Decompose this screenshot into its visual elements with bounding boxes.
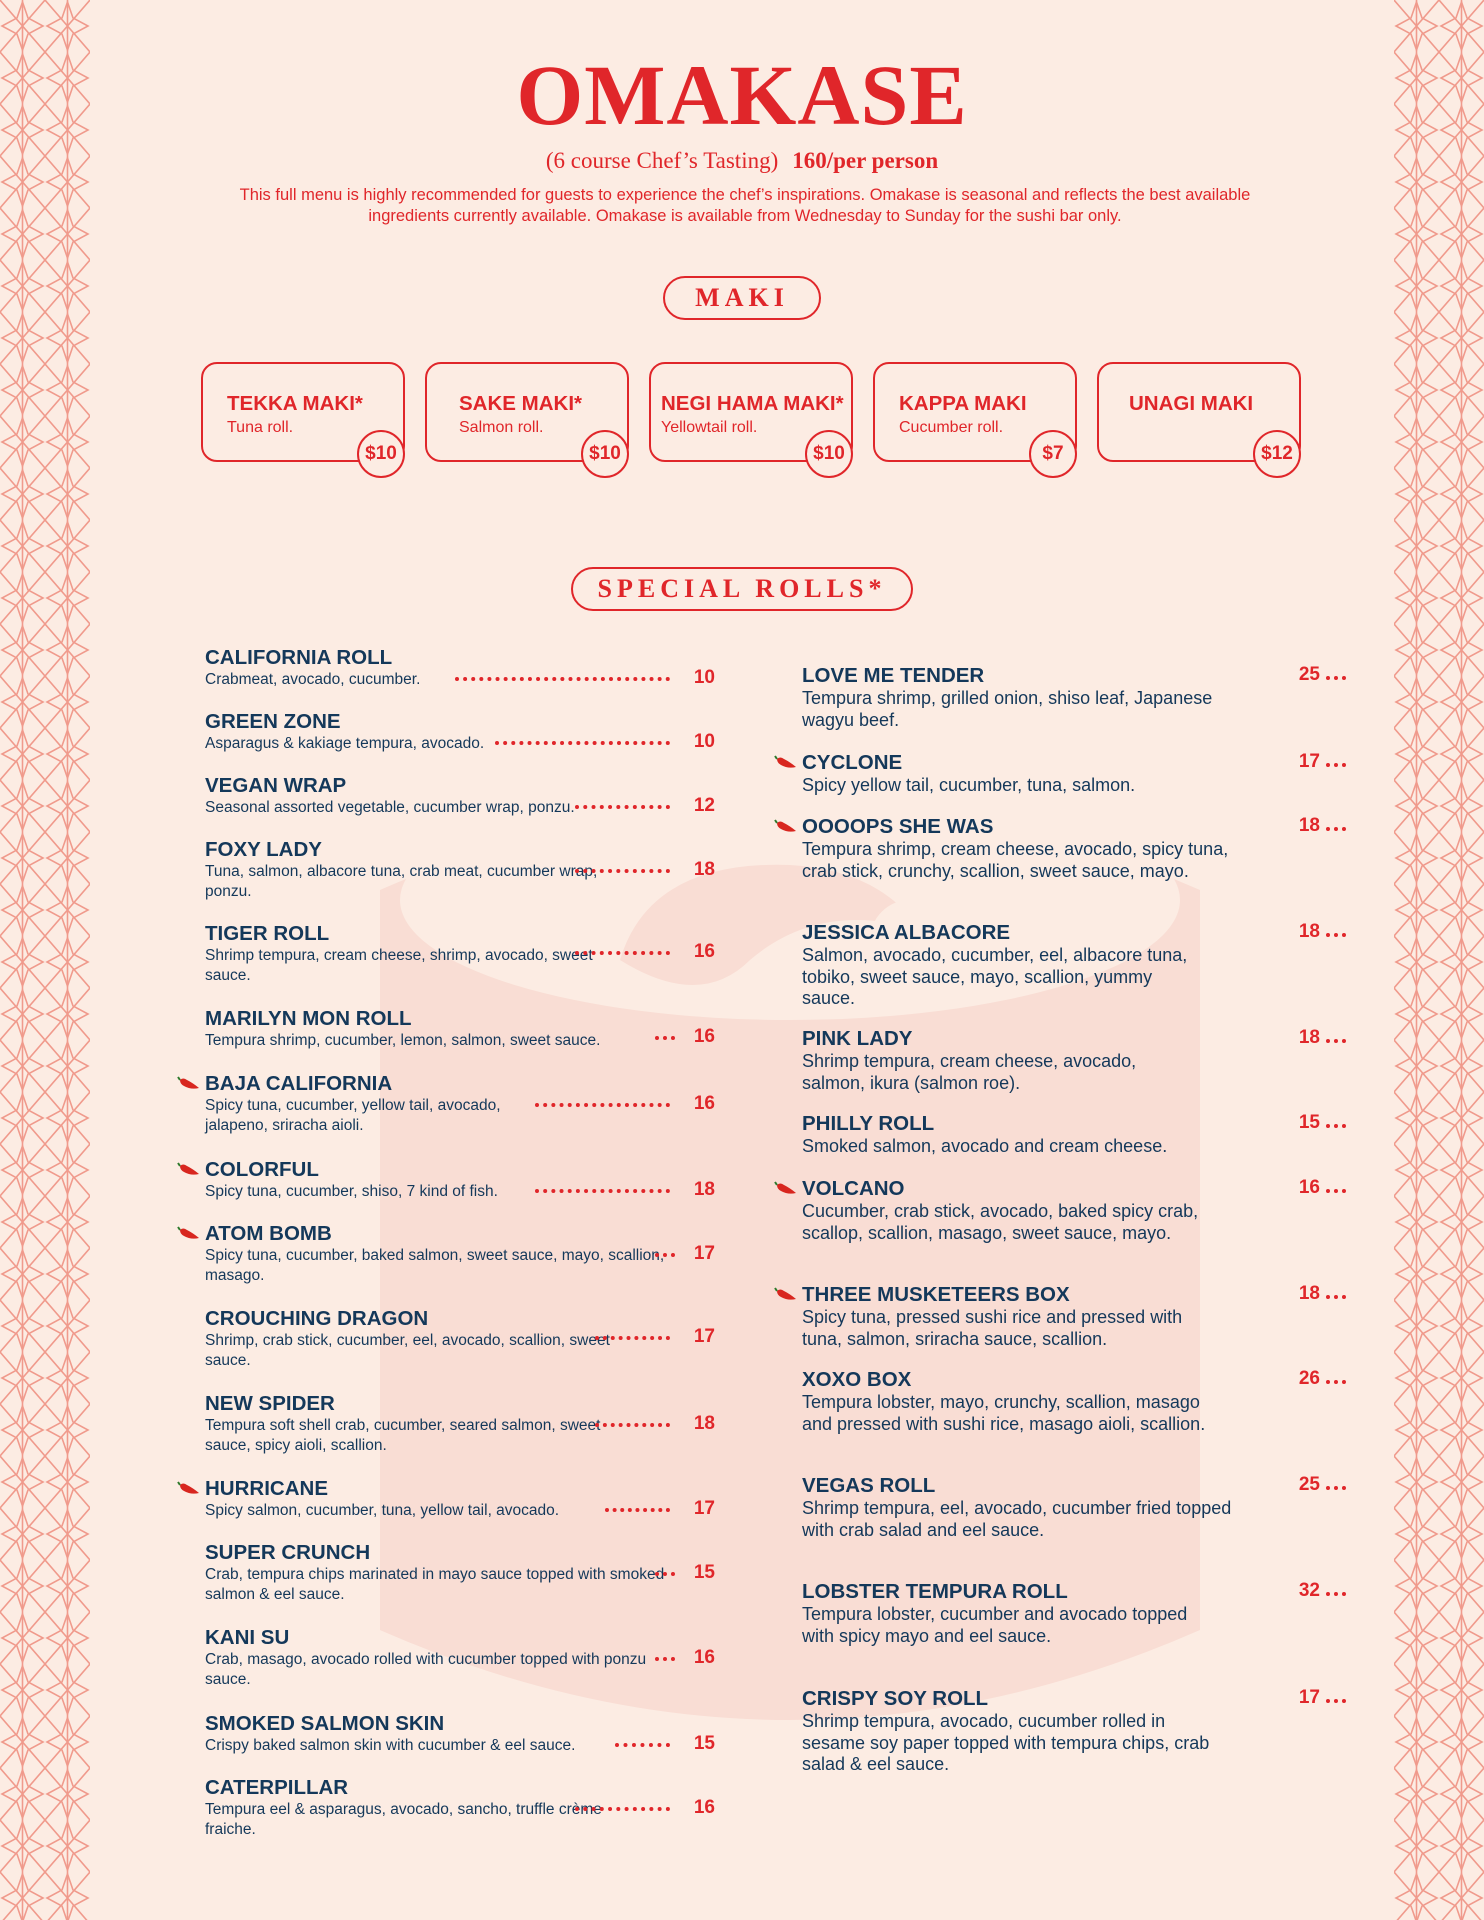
menu-item-price: 18 [693, 859, 715, 880]
maki-price-badge: $10 [805, 430, 853, 478]
left-pattern-border [0, 0, 90, 1920]
dotted-leader [1326, 1124, 1346, 1128]
menu-item-name: VEGAN WRAP [205, 774, 347, 797]
maki-name: KAPPA MAKI [899, 392, 1027, 415]
maki-price-badge: $12 [1253, 430, 1301, 478]
menu-item [205, 646, 725, 690]
menu-item-name: SMOKED SALMON SKIN [205, 1712, 445, 1735]
menu-item-description: Tempura soft shell crab, cucumber, seared salmon, sweet sauce, spicy aioli, scallion. [205, 1417, 601, 1454]
menu-item-description: Spicy tuna, cucumber, shiso, 7 kind of fish. [205, 1183, 498, 1200]
menu-item-price: 12 [693, 795, 715, 816]
chili-pepper-icon [774, 755, 798, 771]
menu-item-price: 10 [693, 731, 715, 752]
menu-item-price: 16 [693, 941, 715, 962]
menu-item-name: COLORFUL [205, 1158, 319, 1181]
menu-item [205, 1007, 725, 1051]
menu-item-name: CATERPILLAR [205, 1776, 349, 1799]
dotted-leader [1326, 1486, 1346, 1490]
dotted-leader [1326, 1295, 1346, 1299]
menu-item-description: Crab, masago, avocado rolled with cucumber topped with ponzu sauce. [205, 1651, 647, 1688]
dotted-leader [655, 1572, 675, 1576]
chili-pepper-icon [774, 819, 798, 835]
page-title: OMAKASE [516, 47, 968, 143]
menu-item [205, 838, 725, 902]
dotted-leader [1326, 1699, 1346, 1703]
special-rolls-heading: SPECIAL ROLLS* [571, 567, 913, 611]
menu-item [205, 710, 725, 754]
maki-price-badge: $10 [581, 430, 629, 478]
menu-item-description: Shrimp tempura, avocado, cucumber rolled in sesame soy paper topped with tempura chips, crab salad & eel sauce. [802, 1711, 1210, 1774]
menu-item-name: LOBSTER TEMPURA ROLL [802, 1580, 1068, 1603]
dotted-leader [595, 1336, 670, 1340]
menu-item-name: XOXO BOX [802, 1368, 912, 1391]
menu-item-name: JESSICA ALBACORE [802, 921, 1011, 944]
dotted-leader [595, 1423, 670, 1427]
menu-item-price: 18 [1298, 921, 1320, 942]
menu-item [205, 774, 725, 818]
omakase-price: 160/per person [792, 148, 939, 173]
right-pattern-border [1394, 0, 1484, 1920]
menu-item [205, 1477, 725, 1521]
chili-pepper-icon [177, 1481, 201, 1497]
dotted-leader [1326, 763, 1346, 767]
dotted-leader [1326, 1592, 1346, 1596]
dotted-leader [1326, 1039, 1346, 1043]
maki-description: Cucumber roll. [899, 419, 1004, 436]
menu-item-price: 16 [693, 1647, 715, 1668]
dotted-leader [575, 951, 670, 955]
menu-item-description: Crabmeat, avocado, cucumber. [205, 671, 421, 688]
menu-item-price: 16 [693, 1797, 715, 1818]
menu-item [802, 815, 1320, 882]
menu-item [205, 1072, 725, 1136]
menu-item-name: PINK LADY [802, 1027, 913, 1050]
menu-item-name: CROUCHING DRAGON [205, 1307, 429, 1330]
menu-item-name: KANI SU [205, 1626, 290, 1649]
menu-item-price: 26 [1298, 1368, 1320, 1389]
menu-item-name: HURRICANE [205, 1477, 328, 1500]
dotted-leader [655, 1657, 675, 1661]
menu-item [205, 1541, 725, 1605]
menu-item-description: Crispy baked salmon skin with cucumber & eel sauce. [205, 1737, 576, 1754]
menu-item-name: OOOOPS SHE WAS [802, 815, 994, 838]
menu-item-description: Tempura shrimp, cucumber, lemon, salmon, sweet sauce. [205, 1032, 601, 1049]
dotted-leader [575, 1807, 670, 1811]
menu-item [802, 1580, 1320, 1647]
menu-item-name: VOLCANO [802, 1177, 905, 1200]
intro-text: This full menu is highly recommended for guests to experience the chef’s inspirations. Omakase is seasonal and reflects the best available ingredients currently available. Omakase is available from Wednesday to Sunday for the sushi bar only. [239, 186, 1251, 225]
maki-name: NEGI HAMA MAKI* [661, 392, 844, 415]
menu-item-name: SUPER CRUNCH [205, 1541, 371, 1564]
dotted-leader [455, 677, 670, 681]
dotted-leader [655, 1253, 675, 1257]
menu-item-price: 25 [1298, 664, 1320, 685]
menu-item-name: CYCLONE [802, 751, 903, 774]
menu-item [802, 751, 1320, 797]
menu-item-price: 15 [693, 1733, 715, 1754]
chili-pepper-icon [177, 1226, 201, 1242]
menu-item-price: 10 [693, 667, 715, 688]
menu-item-price: 25 [1298, 1474, 1320, 1495]
menu-item-price: 18 [693, 1179, 715, 1200]
menu-item [802, 1112, 1320, 1158]
chili-pepper-icon [177, 1162, 201, 1178]
dotted-leader [575, 805, 670, 809]
menu-item-description: Spicy tuna, cucumber, yellow tail, avocado, jalapeno, sriracha aioli. [205, 1097, 501, 1134]
maki-description: Tuna roll. [227, 419, 294, 436]
menu-item [205, 1712, 725, 1756]
menu-item [205, 1307, 725, 1371]
chili-pepper-icon [774, 1181, 798, 1197]
menu-item [802, 1474, 1320, 1541]
chili-pepper-icon [177, 1076, 201, 1092]
menu-item [802, 921, 1320, 1010]
maki-card [873, 362, 1077, 462]
menu-item-name: LOVE ME TENDER [802, 664, 985, 687]
menu-item-description: Shrimp tempura, eel, avocado, cucumber fried topped with crab salad and eel sauce. [802, 1498, 1232, 1540]
maki-price-badge: $10 [357, 430, 405, 478]
menu-item-description: Tempura shrimp, grilled onion, shiso leaf, Japanese wagyu beef. [802, 688, 1213, 730]
menu-item-description: Tempura eel & asparagus, avocado, sancho, truffle crème fraiche. [205, 1801, 602, 1838]
menu-item-name: ATOM BOMB [205, 1222, 332, 1245]
menu-item-name: NEW SPIDER [205, 1392, 335, 1415]
dotted-leader [1326, 676, 1346, 680]
menu-item-description: Tempura lobster, cucumber and avocado topped with spicy mayo and eel sauce. [802, 1604, 1188, 1646]
menu-item-name: BAJA CALIFORNIA [205, 1072, 393, 1095]
maki-name: SAKE MAKI* [459, 392, 583, 415]
menu-item-price: 15 [1298, 1112, 1320, 1133]
page-subtitle [90, 148, 1394, 174]
maki-name: TEKKA MAKI* [227, 392, 363, 415]
menu-item [802, 1027, 1320, 1094]
menu-item-description: Smoked salmon, avocado and cream cheese. [802, 1136, 1168, 1156]
dotted-leader [575, 869, 670, 873]
menu-item [802, 1177, 1320, 1244]
menu-item-description: Shrimp tempura, cream cheese, avocado, salmon, ikura (salmon roe). [802, 1051, 1137, 1093]
menu-item-price: 18 [1298, 1027, 1320, 1048]
menu-item-name: PHILLY ROLL [802, 1112, 935, 1135]
maki-price-badge: $7 [1029, 430, 1077, 478]
menu-item-name: THREE MUSKETEERS BOX [802, 1283, 1070, 1306]
maki-name: UNAGI MAKI [1129, 392, 1254, 415]
menu-item [205, 1776, 725, 1840]
menu-item-description: Cucumber, crab stick, avocado, baked spicy crab, scallop, scallion, masago, sweet sauce, mayo. [802, 1201, 1199, 1243]
menu-item [205, 922, 725, 986]
menu-item-price: 16 [1298, 1177, 1320, 1198]
dotted-leader [495, 741, 670, 745]
menu-item-name: CRISPY SOY ROLL [802, 1687, 989, 1710]
menu-item [205, 1392, 725, 1456]
menu-item-description: Asparagus & kakiage tempura, avocado. [205, 735, 485, 752]
menu-item-price: 32 [1298, 1580, 1320, 1601]
omakase-course-label: (6 course Chef’s Tasting) [545, 148, 779, 173]
menu-item-description: Spicy tuna, cucumber, baked salmon, sweet sauce, mayo, scallion, masago. [205, 1247, 665, 1284]
menu-item-description: Tempura lobster, mayo, crunchy, scallion, masago and pressed with sushi rice, masago aioli, scallion. [802, 1392, 1206, 1434]
maki-description: Yellowtail roll. [661, 419, 758, 436]
menu-item-description: Tempura shrimp, cream cheese, avocado, spicy tuna, crab stick, crunchy, scallion, sweet sauce, mayo. [802, 839, 1229, 881]
menu-page [90, 0, 1394, 1920]
menu-item-name: CALIFORNIA ROLL [205, 646, 393, 669]
menu-item-price: 17 [693, 1498, 715, 1519]
menu-item-description: Tuna, salmon, albacore tuna, crab meat, cucumber wrap, ponzu. [205, 863, 598, 900]
dotted-leader [1326, 1189, 1346, 1193]
menu-item [802, 1368, 1320, 1435]
menu-item [205, 1158, 725, 1202]
menu-item-price: 18 [693, 1413, 715, 1434]
maki-card [425, 362, 629, 462]
menu-item-price: 17 [1298, 751, 1320, 772]
menu-item-price: 16 [693, 1026, 715, 1047]
menu-item [802, 1283, 1320, 1350]
menu-item-price: 16 [693, 1093, 715, 1114]
menu-item [802, 1687, 1320, 1776]
menu-item-description: Spicy yellow tail, cucumber, tuna, salmon. [802, 775, 1136, 795]
menu-item-description: Salmon, avocado, cucumber, eel, albacore tuna, tobiko, sweet sauce, mayo, scallion, yummy sauce. [802, 945, 1188, 1008]
dotted-leader [1326, 1380, 1346, 1384]
menu-item [205, 1626, 725, 1690]
menu-item-price: 15 [693, 1562, 715, 1583]
menu-item-price: 17 [693, 1243, 715, 1264]
dotted-leader [615, 1743, 670, 1747]
menu-item-price: 17 [1298, 1687, 1320, 1708]
menu-item-name: TIGER ROLL [205, 922, 330, 945]
maki-description: Salmon roll. [459, 419, 544, 436]
chili-pepper-icon [774, 1287, 798, 1303]
menu-item-description: Shrimp, crab stick, cucumber, eel, avocado, scallion, sweet sauce. [205, 1332, 610, 1369]
dotted-leader [1326, 933, 1346, 937]
menu-item-description: Crab, tempura chips marinated in mayo sauce topped with smoked salmon & eel sauce. [205, 1566, 665, 1603]
dotted-leader [655, 1036, 675, 1040]
menu-item-name: GREEN ZONE [205, 710, 341, 733]
maki-card [201, 362, 405, 462]
maki-card [1097, 362, 1301, 462]
menu-item-description: Seasonal assorted vegetable, cucumber wrap, ponzu. [205, 799, 575, 816]
maki-heading: MAKI [663, 276, 821, 320]
menu-item-price: 17 [693, 1326, 715, 1347]
dotted-leader [605, 1508, 670, 1512]
menu-item [205, 1222, 725, 1286]
menu-item [802, 664, 1320, 731]
menu-item-description: Spicy tuna, pressed sushi rice and pressed with tuna, salmon, sriracha sauce, scallion. [802, 1307, 1183, 1349]
menu-item-description: Spicy salmon, cucumber, tuna, yellow tail, avocado. [205, 1502, 560, 1519]
dotted-leader [535, 1103, 670, 1107]
menu-item-price: 18 [1298, 1283, 1320, 1304]
menu-item-description: Shrimp tempura, cream cheese, shrimp, avocado, sweet sauce. [205, 947, 593, 984]
menu-item-name: VEGAS ROLL [802, 1474, 936, 1497]
menu-item-price: 18 [1298, 815, 1320, 836]
menu-item-name: FOXY LADY [205, 838, 322, 861]
maki-card [649, 362, 853, 462]
dotted-leader [535, 1189, 670, 1193]
dotted-leader [1326, 827, 1346, 831]
menu-item-name: MARILYN MON ROLL [205, 1007, 412, 1030]
